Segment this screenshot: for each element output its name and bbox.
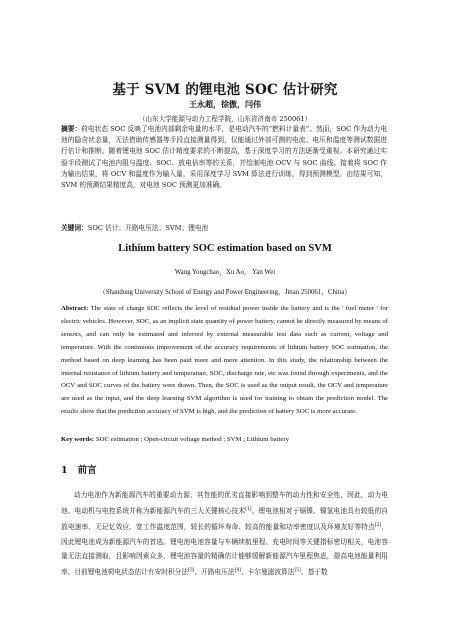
body-text-3: ，因此锂电池成为新能源汽车的首选。锂电池电池容量与车辆续航里程、充电时间等关键指标密切相关，电池容量无法直接测取，且影响因素众多，锂电池容量的精确估计能够缓解新能源汽车里程焦虑，提高电池能量利用率。目前锂电池荷电状态估计有安时积分法 (61, 522, 389, 577)
citation-2: [2] (374, 522, 382, 528)
chinese-abstract-text: 荷电状态 SOC 反映了电池内部剩余电量的水平，是电动汽车的“燃料计量表”。然而，SOC 作为动力电池的隐含状态量，无法借助传感器等手段直接测量得到，仅能通过外部可测的电流、电压和温度等测试数据进行估计和推断。随着锂电池 SOC 估计精度要求的不断提高，基于深度学习的方法逐渐受重视。本研究通过实验手段测试了电池内阻与温度、SOC、放电倍率等的关系，并绘制电池 OCV 与 SOC 曲线。接着将 SOC 作为输出结果，将 OCV 和温度作为输入量，采用深度学习 SVM 算法进行训练，得到预测模型。由结果可知，SVM 的预测结果精度高，对电池 SOC 预测更加准确。 (61, 125, 388, 190)
citation-3: [3] (188, 567, 195, 573)
citation-5: [5] (294, 567, 301, 573)
body-paragraph (61, 488, 388, 580)
body-text-6: 、基于数 (300, 568, 328, 577)
chinese-keywords-label: 关键词： (61, 224, 88, 232)
section-title: 前言 (77, 465, 97, 476)
english-title: Lithium battery SOC estimation based on SVM (118, 243, 332, 254)
chinese-abstract-label: 摘要： (61, 125, 82, 133)
chinese-affiliation: （山东大学能源与动力工程学院，山东省济南市 250061） (138, 115, 312, 123)
citation-1: [1] (245, 506, 252, 512)
english-keywords-text: SOC estimation ; Open-circuit voltage method ; SVM ; Lithium battery (94, 436, 289, 443)
chinese-keywords-text: SOC 估计；开路电压法；SVM；锂电池 (87, 224, 209, 232)
body-text-5: 、卡尔曼滤波算法 (240, 568, 295, 577)
english-keywords-label: Key words: (61, 436, 95, 443)
section-number: 1 (61, 465, 68, 476)
chinese-authors: 王永超，徐傲，闫伟 (189, 99, 261, 109)
citation-4: [4] (234, 567, 241, 573)
english-authors: Wang Yongchao，Xu Ao， Yan Wei (174, 269, 276, 276)
chinese-keywords (61, 222, 387, 232)
section-heading (61, 462, 97, 476)
body-text-4: 、开路电压法 (194, 568, 235, 577)
english-abstract-text: The state of charge SOC reflects the level of residual power inside the battery and is the ' fuel meter ' for electric vehicles. However, SOC, as an implicit state quantity of power battery, cannot be directly measured by means of sensors, and can only be estimated and inferred by external measurable test data such as current, voltage and temperature. With the continuous improvement of the accuracy requirements of lithium battery SOC estimation, the method based on deep learning has been paid more and more attention. In this study, the relationship between the internal resistance of lithium battery and temperature, SOC, discharge rate, etc was found through experiments, and the OCV and SOC curves of the battery were drawn. Then, the SOC is used as the output result, the OCV and temperature are used as the input, and the deep learning SVM algorithm is used for training to obtain the prediction model. The results show that the prediction accuracy of SVM is high, and the prediction of battery SOC is more accurate. (61, 305, 388, 416)
chinese-abstract (61, 124, 387, 191)
body-text-1: 动力电池作为新能源汽车的重要动力源，其性能的优劣直接影响到整车的动力性和安全性，因此，动力电池、电动机与电控系统并称为新能源汽车的三大关键核心技术 (61, 491, 388, 515)
english-affiliation: （Shandong University School of Energy and Power Engineering，Jinan 250061，China） (98, 289, 352, 296)
body-text-2: 。锂电池相对于镉镍、镍氢电池具有较低的自放电速率、无记忆效应、宽工作温度范围，较长的循环寿命、较高的能量和功率密度以及环境友好等特点 (61, 506, 388, 531)
english-abstract-label: Abstract: (61, 305, 89, 312)
english-abstract (61, 303, 388, 419)
english-keywords (61, 436, 388, 443)
chinese-title: 基于 SVM 的锂电池 SOC 估计研究 (112, 82, 338, 98)
